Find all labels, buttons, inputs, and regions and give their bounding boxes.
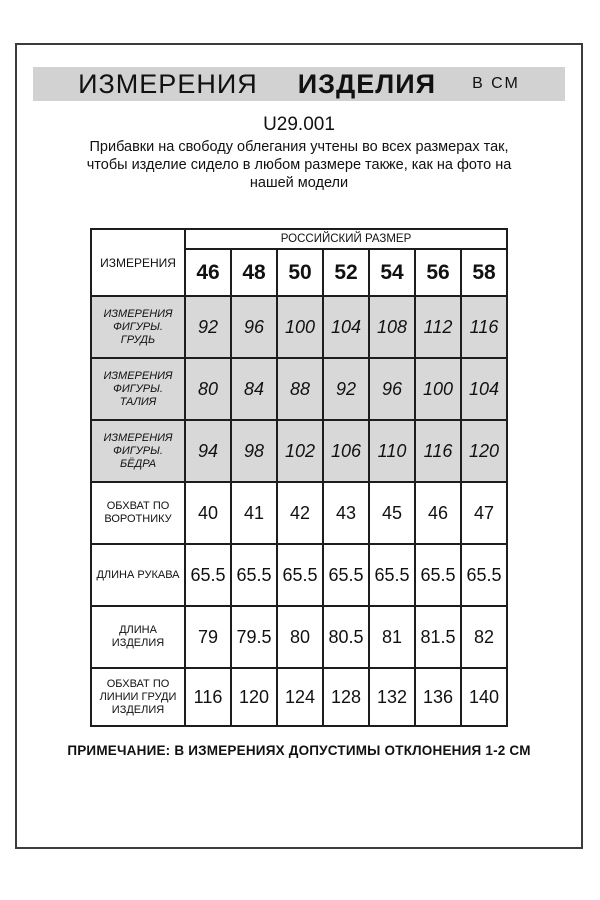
table-cell: 92: [185, 296, 231, 358]
table-cell: 81: [369, 606, 415, 668]
table-cell: 94: [185, 420, 231, 482]
size-header-cell: 50: [277, 249, 323, 296]
table-cell: 132: [369, 668, 415, 726]
row-label: ОБХВАТ ПО ЛИНИИ ГРУДИ ИЗДЕЛИЯ: [91, 668, 185, 726]
table-cell: 116: [415, 420, 461, 482]
table-cell: 106: [323, 420, 369, 482]
page-title-measurements: ИЗМЕРЕНИЯ: [78, 68, 258, 99]
table-cell: 45: [369, 482, 415, 544]
page-title-units: В СМ: [472, 75, 520, 92]
table-cell: 65.5: [415, 544, 461, 606]
table-cell: 116: [461, 296, 507, 358]
table-row-figure-chest: [91, 296, 507, 358]
table-cell: 104: [323, 296, 369, 358]
table-row-figure-hips: [91, 420, 507, 482]
table-cell: 65.5: [231, 544, 277, 606]
table-cell: 84: [231, 358, 277, 420]
table-cell: 96: [369, 358, 415, 420]
table-cell: 79: [185, 606, 231, 668]
size-group-header-cell: РОССИЙСКИЙ РАЗМЕР: [185, 229, 507, 249]
table-cell: 65.5: [323, 544, 369, 606]
table-row-group-header: [91, 229, 507, 249]
size-header-cell: 58: [461, 249, 507, 296]
table-cell: 80.5: [323, 606, 369, 668]
table-cell: 81.5: [415, 606, 461, 668]
row-label: ИЗМЕРЕНИЯ ФИГУРЫ. ГРУДЬ: [91, 296, 185, 358]
table-cell: 100: [415, 358, 461, 420]
table-row-item-length: [91, 606, 507, 668]
table-cell: 80: [277, 606, 323, 668]
table-row-collar: [91, 482, 507, 544]
table-cell: 110: [369, 420, 415, 482]
table-cell: 42: [277, 482, 323, 544]
table-cell: 100: [277, 296, 323, 358]
table-cell: 120: [461, 420, 507, 482]
table-cell: 41: [231, 482, 277, 544]
size-chart-table: [90, 228, 508, 727]
table-cell: 46: [415, 482, 461, 544]
table-cell: 140: [461, 668, 507, 726]
table-row-sleeve-length: [91, 544, 507, 606]
size-header-cell: 54: [369, 249, 415, 296]
size-header-cell: 48: [231, 249, 277, 296]
table-cell: 108: [369, 296, 415, 358]
table-cell: 124: [277, 668, 323, 726]
table-cell: 65.5: [369, 544, 415, 606]
product-code: U29.001: [263, 114, 335, 135]
table-cell: 136: [415, 668, 461, 726]
size-header-cell: 52: [323, 249, 369, 296]
table-row-figure-waist: [91, 358, 507, 420]
fit-description: Прибавки на свободу облегания учтены во всех размерах так, чтобы изделие сидело в любом размере также, как на фото на нашей модели: [86, 139, 512, 191]
row-label: ДЛИНА РУКАВА: [91, 544, 185, 606]
table-row-item-chest-girth: [91, 668, 507, 726]
table-cell: 92: [323, 358, 369, 420]
table-cell: 65.5: [461, 544, 507, 606]
page-frame: [15, 43, 583, 849]
table-cell: 43: [323, 482, 369, 544]
table-cell: 112: [415, 296, 461, 358]
row-label: ИЗМЕРЕНИЯ ФИГУРЫ. ТАЛИЯ: [91, 358, 185, 420]
table-cell: 116: [185, 668, 231, 726]
table-cell: 88: [277, 358, 323, 420]
title-bar: [33, 67, 565, 101]
row-label: ДЛИНА ИЗДЕЛИЯ: [91, 606, 185, 668]
tolerance-note: ПРИМЕЧАНИЕ: В ИЗМЕРЕНИЯХ ДОПУСТИМЫ ОТКЛОНЕНИЯ 1-2 СМ: [67, 743, 531, 758]
table-cell: 82: [461, 606, 507, 668]
corner-header-cell: ИЗМЕРЕНИЯ: [91, 229, 185, 296]
table-cell: 96: [231, 296, 277, 358]
table-cell: 104: [461, 358, 507, 420]
page-title-product: ИЗДЕЛИЯ: [297, 68, 437, 99]
table-cell: 80: [185, 358, 231, 420]
table-cell: 40: [185, 482, 231, 544]
row-label: ОБХВАТ ПО ВОРОТНИКУ: [91, 482, 185, 544]
table-cell: 98: [231, 420, 277, 482]
size-header-cell: 46: [185, 249, 231, 296]
table-cell: 102: [277, 420, 323, 482]
table-cell: 120: [231, 668, 277, 726]
table-cell: 65.5: [277, 544, 323, 606]
table-cell: 65.5: [185, 544, 231, 606]
row-label: ИЗМЕРЕНИЯ ФИГУРЫ. БЁДРА: [91, 420, 185, 482]
size-header-cell: 56: [415, 249, 461, 296]
table-cell: 79.5: [231, 606, 277, 668]
table-cell: 128: [323, 668, 369, 726]
table-cell: 47: [461, 482, 507, 544]
